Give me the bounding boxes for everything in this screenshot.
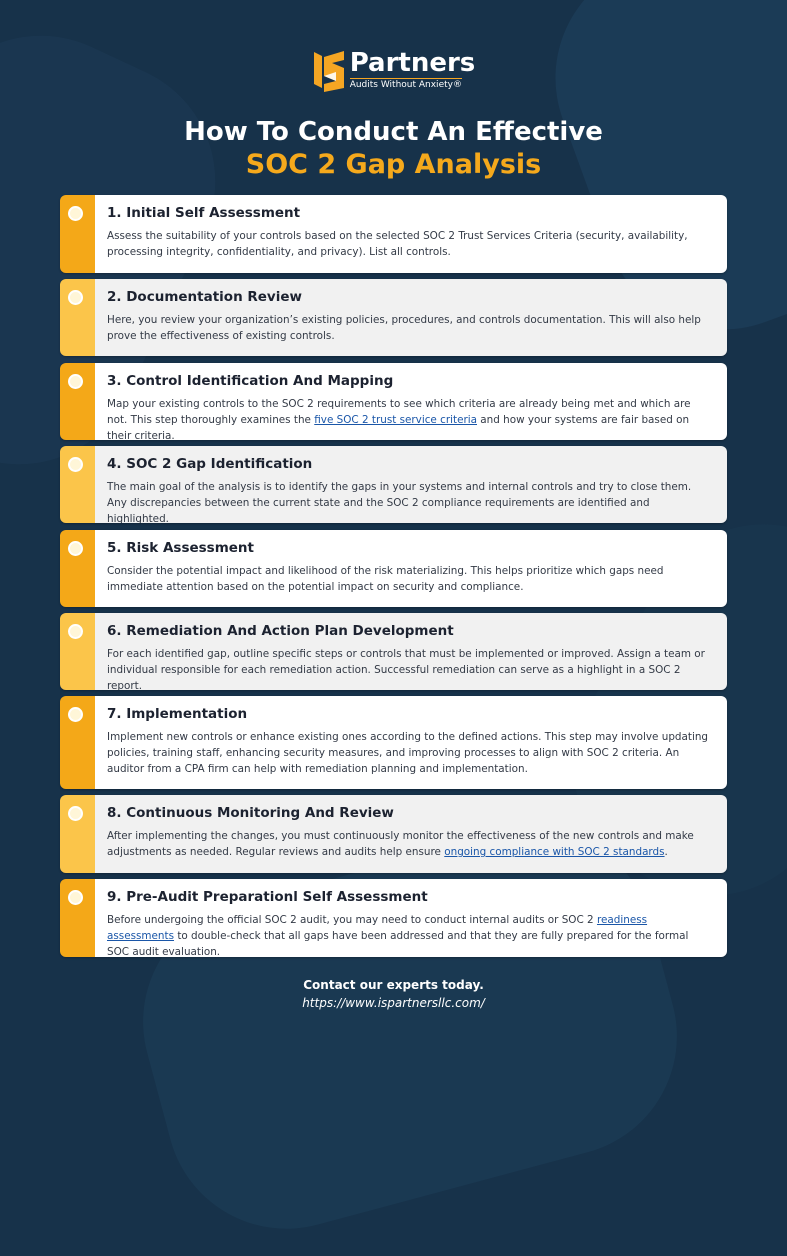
footer-url-link[interactable]: https://www.ispartnersllc.com/	[302, 996, 485, 1010]
step-rail	[60, 530, 95, 607]
step-body	[95, 879, 727, 957]
step-rail	[60, 279, 95, 356]
step-card	[60, 696, 727, 789]
step-rail	[60, 613, 95, 690]
page-title: How To Conduct An Effective	[184, 117, 603, 147]
inline-link[interactable]: five SOC 2 trust service criteria	[314, 414, 477, 426]
inline-link[interactable]: readiness assessments	[107, 914, 648, 942]
footer-contact: Contact our experts today.	[303, 978, 484, 992]
step-description	[107, 828, 713, 860]
logo-tagline: Audits Without Anxiety®	[349, 79, 462, 90]
step-description	[107, 729, 713, 777]
circle-bullet-icon	[68, 890, 83, 905]
step-body	[95, 279, 727, 356]
step-body	[95, 696, 727, 789]
step-text: .	[664, 846, 668, 858]
step-title: 8. Continuous Monitoring And Review	[107, 805, 394, 821]
step-text: Consider the potential impact and likelihood of the risk materializing. This helps prioritize which gaps need immediate attention based on the potential impact on security and compliance.	[107, 565, 664, 593]
step-card	[60, 279, 727, 356]
step-text: For each identified gap, outline specific steps or controls that must be implemented or improved. Assign a team or individual responsible for each remediation action. Successful remediation can serve as a highlight in a SOC 2 report.	[107, 648, 705, 690]
logo-mark-icon	[312, 48, 346, 92]
step-title: 7. Implementation	[107, 706, 248, 722]
step-card	[60, 446, 727, 523]
step-rail	[60, 696, 95, 789]
step-title: 9. Pre-Audit Preparationl Self Assessment	[107, 889, 428, 905]
step-text: After implementing the changes, you must continuously monitor the effectiveness of the new controls and make adjustments as needed. Regular reviews and audits help ensure	[107, 830, 694, 858]
step-description	[107, 646, 713, 690]
step-card	[60, 879, 727, 957]
step-title: 4. SOC 2 Gap Identification	[107, 456, 313, 472]
step-card	[60, 363, 727, 440]
step-card	[60, 195, 727, 273]
step-text: Map your existing controls to the SOC 2 requirements to see which criteria are already being met and which are not. This step thoroughly examines the	[107, 398, 691, 426]
step-rail	[60, 795, 95, 873]
step-text: The main goal of the analysis is to identify the gaps in your systems and internal controls and try to close them. Any discrepancies between the current state and the SOC 2 compliance requirements are identified and highlighted.	[107, 481, 692, 523]
step-card	[60, 613, 727, 690]
step-title: 3. Control Identification And Mapping	[107, 373, 394, 389]
step-card	[60, 795, 727, 873]
step-body	[95, 446, 727, 523]
step-body	[95, 363, 727, 440]
circle-bullet-icon	[68, 541, 83, 556]
step-description	[107, 396, 713, 440]
step-body	[95, 613, 727, 690]
step-title: 6. Remediation And Action Plan Development	[107, 623, 454, 639]
step-body	[95, 530, 727, 607]
logo-wordmark: Partners	[349, 47, 476, 78]
step-rail	[60, 446, 95, 523]
page-subtitle: SOC 2 Gap Analysis	[245, 149, 542, 180]
step-rail	[60, 879, 95, 957]
step-description	[107, 228, 713, 260]
circle-bullet-icon	[68, 806, 83, 821]
circle-bullet-icon	[68, 457, 83, 472]
step-text: Before undergoing the official SOC 2 audit, you may need to conduct internal audits or SOC 2	[107, 914, 597, 926]
step-text: to double-check that all gaps have been addressed and that they are fully prepared for the formal SOC audit evaluation.	[107, 930, 689, 957]
step-text: Assess the suitability of your controls based on the selected SOC 2 Trust Services Criteria (security, availability, processing integrity, confidentiality, and privacy). List all controls.	[107, 230, 688, 258]
step-text: Here, you review your organization’s existing policies, procedures, and controls documentation. This will also help prove the effectiveness of existing controls.	[107, 314, 701, 342]
step-text: and how your systems are fair based on their criteria.	[107, 414, 690, 440]
step-text: Implement new controls or enhance existing ones according to the defined actions. This step may involve updating policies, training staff, enhancing security measures, and improving processes to align with SOC 2 criteria. An auditor from a CPA firm can help with remediation planning and implementation.	[107, 731, 709, 775]
step-description	[107, 912, 713, 957]
inline-link[interactable]: ongoing compliance with SOC 2 standards	[444, 846, 665, 858]
circle-bullet-icon	[68, 624, 83, 639]
circle-bullet-icon	[68, 374, 83, 389]
step-description	[107, 312, 713, 344]
step-rail	[60, 363, 95, 440]
step-title: 1. Initial Self Assessment	[107, 205, 301, 221]
step-rail	[60, 195, 95, 273]
step-card	[60, 530, 727, 607]
step-description	[107, 479, 713, 523]
circle-bullet-icon	[68, 290, 83, 305]
circle-bullet-icon	[68, 206, 83, 221]
step-body	[95, 195, 727, 273]
step-title: 5. Risk Assessment	[107, 540, 254, 556]
step-description	[107, 563, 713, 595]
header	[0, 48, 787, 96]
company-logo[interactable]	[312, 48, 476, 92]
step-title: 2. Documentation Review	[107, 289, 302, 305]
circle-bullet-icon	[68, 707, 83, 722]
step-body	[95, 795, 727, 873]
